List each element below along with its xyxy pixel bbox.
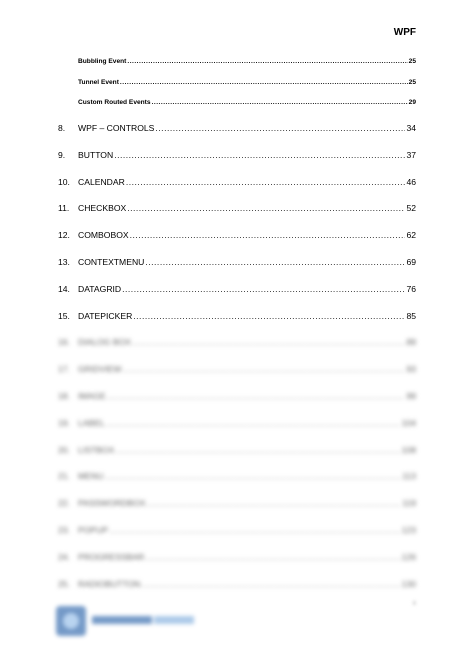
toc-entry-number: 17. xyxy=(58,364,70,375)
toc-entry[interactable] xyxy=(58,471,416,481)
toc-entry-number: 10. xyxy=(58,176,70,187)
toc-entry-title: CALENDAR xyxy=(78,176,125,187)
toc-entry-page: 46 xyxy=(406,176,416,187)
toc-entry-title: DIALOG BOX xyxy=(78,337,132,348)
toc-entry-title: LISTBOX xyxy=(78,444,115,455)
toc-entry-number: 11. xyxy=(58,203,70,214)
toc-leader xyxy=(141,579,400,589)
toc-leader xyxy=(127,58,407,65)
toc-leader xyxy=(127,203,405,213)
toc-entry-title: Bubbling Event xyxy=(78,58,127,65)
toc-entry[interactable] xyxy=(58,311,416,321)
toc-entry-title: MENU xyxy=(78,471,104,482)
toc-entry-number: 21. xyxy=(58,471,70,482)
toc-entry[interactable] xyxy=(58,284,416,294)
toc-entry-title: DATAGRID xyxy=(78,283,122,294)
toc-entry[interactable] xyxy=(58,123,416,133)
toc-entry-page: 76 xyxy=(406,283,416,294)
toc-entry[interactable] xyxy=(58,203,416,213)
toc-leader xyxy=(133,311,405,321)
toc-entry-number: 8. xyxy=(58,123,66,133)
toc-entry-page: 104 xyxy=(401,417,416,428)
publisher-logo xyxy=(56,604,200,640)
toc-entry-page: 89 xyxy=(406,337,416,348)
toc-entry-title: CHECKBOX xyxy=(78,203,127,214)
toc-leader xyxy=(126,177,406,187)
toc-entry-title: RADIOBUTTON xyxy=(78,578,141,589)
toc-entry-title: LABEL xyxy=(78,417,105,428)
toc-entry[interactable] xyxy=(58,150,416,160)
toc-sub-entry[interactable] xyxy=(78,79,416,86)
toc-entry[interactable] xyxy=(58,257,416,267)
toc-entry-title: COMBOBOX xyxy=(78,230,129,241)
toc-entry[interactable] xyxy=(58,364,416,374)
toc-entry-page: 29 xyxy=(408,99,416,106)
toc-entry-page: 113 xyxy=(402,471,416,482)
toc-entry-title: CONTEXTMENU xyxy=(78,257,145,267)
toc-entry-page: 130 xyxy=(401,578,416,589)
toc-entry-title: Custom Routed Events xyxy=(78,99,151,106)
toc-leader xyxy=(145,257,405,267)
toc-entry-page: 69 xyxy=(406,257,416,267)
toc-entry-page: 62 xyxy=(406,230,416,241)
toc-leader xyxy=(155,123,405,133)
toc-entry-title: IMAGE xyxy=(78,391,106,401)
toc-entry-number: 19. xyxy=(58,417,70,428)
toc-entry-number: 20. xyxy=(58,444,70,455)
toc-entry-page: 85 xyxy=(406,310,416,321)
toc-entry-page: 25 xyxy=(408,79,416,86)
toc-entry[interactable] xyxy=(58,525,416,535)
toc-sub-entry[interactable] xyxy=(78,58,416,65)
document-header-title: WPF xyxy=(393,27,416,38)
toc-entry-title: DATEPICKER xyxy=(78,310,133,321)
toc-entry-number: 18. xyxy=(58,391,70,401)
toc-entry-number: 13. xyxy=(58,257,70,267)
toc-entry-page: 126 xyxy=(401,551,416,562)
toc-entry-page: 52 xyxy=(406,203,416,214)
toc-entry-title: WPF – CONTROLS xyxy=(78,123,155,133)
toc-leader xyxy=(107,391,406,401)
toc-entry-number: 16. xyxy=(58,337,70,348)
toc-entry-number: 12. xyxy=(58,230,70,241)
toc-leader xyxy=(120,79,408,86)
toc-entry-title: PROGRESSBAR xyxy=(78,551,145,562)
toc-entry-page: 123 xyxy=(401,525,416,535)
toc-sub-entry[interactable] xyxy=(78,99,416,106)
toc-leader xyxy=(132,337,405,347)
toc-entry[interactable] xyxy=(58,445,416,455)
toc-leader xyxy=(115,445,400,455)
toc-entry[interactable] xyxy=(58,391,416,401)
toc-entry-page: 34 xyxy=(406,123,416,133)
toc-entry-title: BUTTON xyxy=(78,149,114,160)
toc-entry[interactable] xyxy=(58,579,416,589)
toc-entry-page: 119 xyxy=(402,498,416,509)
toc-entry-page: 25 xyxy=(408,58,416,65)
toc-leader xyxy=(145,552,400,562)
toc-entry-number: 25. xyxy=(58,578,70,589)
toc-leader xyxy=(109,525,401,535)
toc-entry-number: 22. xyxy=(58,498,70,509)
toc-entry-page: 108 xyxy=(401,444,416,455)
toc-leader xyxy=(122,284,405,294)
toc-leader xyxy=(106,418,401,428)
toc-entry-number: 24. xyxy=(58,551,70,562)
toc-entry-title: PASSWORDBOX xyxy=(78,498,146,509)
toc-entry[interactable] xyxy=(58,498,416,508)
toc-entry[interactable] xyxy=(58,418,416,428)
toc-entry-title: Tunnel Event xyxy=(78,79,119,86)
toc-entry[interactable] xyxy=(58,230,416,240)
toc-entry[interactable] xyxy=(58,177,416,187)
toc-entry-page: 99 xyxy=(406,391,416,401)
toc-entry-title: POPUP xyxy=(78,525,109,535)
toc-entry-number: 14. xyxy=(58,283,70,294)
toc-leader xyxy=(152,99,408,106)
toc-entry-number: 23. xyxy=(58,525,70,535)
toc-leader xyxy=(114,150,405,160)
toc-entry-number: 9. xyxy=(58,149,66,160)
toc-entry[interactable] xyxy=(58,552,416,562)
page-number: ii xyxy=(412,600,416,607)
toc-leader xyxy=(104,471,401,481)
toc-leader xyxy=(147,498,402,508)
toc-entry-page: 37 xyxy=(406,149,416,160)
toc-leader xyxy=(122,364,405,374)
toc-entry-page: 93 xyxy=(406,364,416,375)
toc-entry-number: 15. xyxy=(58,310,70,321)
toc-entry-title: GRIDVIEW xyxy=(78,364,122,375)
toc-entry[interactable] xyxy=(58,337,416,347)
toc-leader xyxy=(130,230,406,240)
